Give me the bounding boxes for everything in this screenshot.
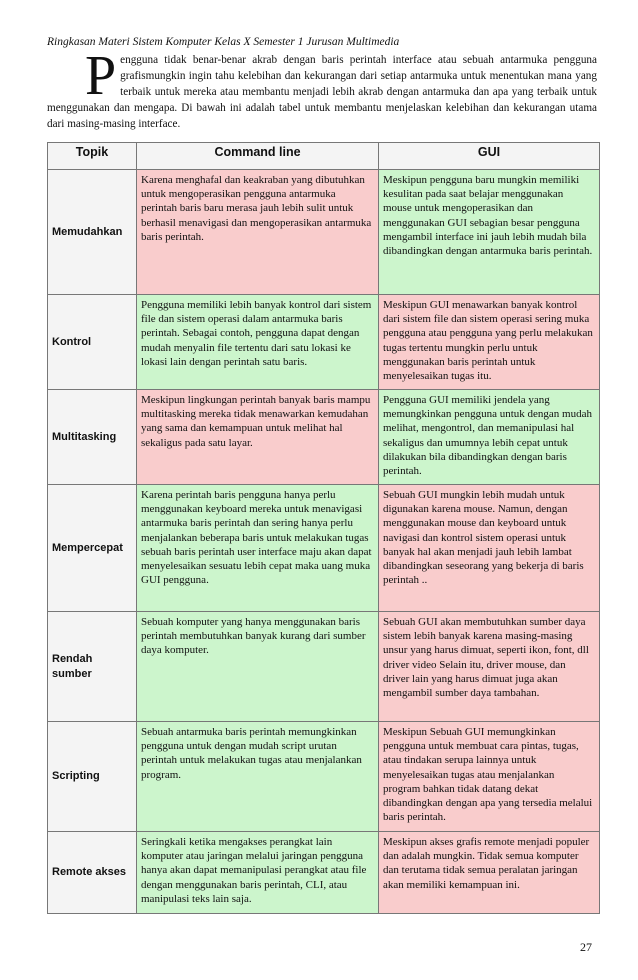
table-row bbox=[48, 722, 600, 832]
table-row bbox=[48, 832, 600, 914]
drop-cap: P bbox=[85, 45, 117, 107]
intro-paragraph bbox=[47, 45, 597, 132]
cli-cell: Meskipun lingkungan perintah banyak baris mampu multitasking mereka tidak menawarkan kemudahan yang sama dan kemampuan untuk melihat hal sekaligus pada satu layar. bbox=[137, 390, 379, 485]
cli-cell: Seringkali ketika mengakses perangkat lain komputer atau jaringan melalui jaringan pengguna hanya akan dapat memanipulasi perangkat atau file dengan menggunakan baris perintah, CLI, atau manipulasi teks lain saja. bbox=[137, 832, 379, 914]
cli-cell: Sebuah komputer yang hanya menggunakan baris perintah membutuhkan banyak kurang dari sumber daya komputer. bbox=[137, 612, 379, 722]
row-topic: Mempercepat bbox=[48, 485, 137, 612]
intro-text: engguna tidak benar-benar akrab dengan baris perintah interface atau sebuah antarmuka pengguna grafismungkin ingin tahu kelebihan dan kekurangan dari setiap antarmuka untuk menentukan mana yang terbaik untuk mereka atau membantu menjadi lebih akrab dengan antarmuka dan apa yang terbaik untuk menggunakan dan mengapa. Di bawah ini adalah tabel untuk membantu menjelaskan kelebihan dan kekurangan utama dari masing-masing interface. bbox=[47, 54, 597, 130]
gui-cell: Meskipun Sebuah GUI memungkinkan pengguna untuk membuat cara pintas, tugas, atau tindakan serupa lainnya untuk menyelesaikan tugas atau menjalankan program bahkan tidak datang dekat dibandingkan dengan apa yang tersedia melalui baris perintah. bbox=[379, 722, 600, 832]
gui-cell: Meskipun GUI menawarkan banyak kontrol dari sistem file dan sistem operasi sering muka pengguna atau pengguna yang perlu melakukan tugas tertentu mungkin perlu untuk menggunakan baris perintah untuk menyelesaikan tugas itu. bbox=[379, 295, 600, 390]
cli-cell: Pengguna memiliki lebih banyak kontrol dari sistem file dan sistem operasi dalam antarmuka baris perintah. Sebagai contoh, pengguna dapat dengan mudah menyalin file tertentu dari satu lokasi ke lokasi lain dengan perintah satu baris. bbox=[137, 295, 379, 390]
row-topic: Kontrol bbox=[48, 295, 137, 390]
table-row bbox=[48, 295, 600, 390]
row-topic: Memudahkan bbox=[48, 170, 137, 295]
cli-cell: Karena menghafal dan keakraban yang dibutuhkan untuk mengoperasikan pengguna antarmuka perintah baris baru merasa jauh lebih sulit untuk berhasil menavigasi dan mengoperasikan antarmuka baris perintah. bbox=[137, 170, 379, 295]
header-topic: Topik bbox=[48, 143, 137, 170]
row-topic: Multitasking bbox=[48, 390, 137, 485]
gui-cell: Meskipun pengguna baru mungkin memiliki kesulitan pada saat belajar menggunakan mouse untuk mengoperasikan dan menggunakan GUI sebagian besar pengguna mengambil interface ini jauh lebih mudah bila dibandingkan dengan antarmuka baris perintah. bbox=[379, 170, 600, 295]
cli-cell: Sebuah antarmuka baris perintah memungkinkan pengguna untuk dengan mudah script urutan perintah untuk melakukan tugas atau menjalankan program. bbox=[137, 722, 379, 832]
page-number: 27 bbox=[580, 940, 592, 954]
table-header-row bbox=[48, 143, 600, 170]
gui-cell: Sebuah GUI mungkin lebih mudah untuk digunakan karena mouse. Namun, dengan menggunakan mouse dan keyboard untuk navigasi dan kontrol sistem operasi untuk banyak hal akan menjadi jauh lebih lambat dibandingkan seseorang yang bekerja di baris perintah .. bbox=[379, 485, 600, 612]
gui-cell: Meskipun akses grafis remote menjadi populer dan adalah mungkin. Tidak semua komputer dan terutama tidak semua peralatan jaringan akan memiliki kemampuan ini. bbox=[379, 832, 600, 914]
gui-cell: Sebuah GUI akan membutuhkan sumber daya sistem lebih banyak karena masing-masing unsur yang harus dimuat, seperti ikon, font, dll driver video Selain itu, driver mouse, dan driver lain yang harus dimuat juga akan mengambil sumber daya tambahan. bbox=[379, 612, 600, 722]
running-header: Ringkasan Materi Sistem Komputer Kelas X Semester 1 Jurusan Multimedia bbox=[47, 36, 400, 48]
header-gui: GUI bbox=[379, 143, 600, 170]
cli-cell: Karena perintah baris pengguna hanya perlu menggunakan keyboard mereka untuk menavigasi antarmuka baris perintah dan sering hanya perlu menjalankan beberapa baris untuk melakukan tugas sebuah baris perintah user interface maju akan dapat menyelesaikan sesuatu lebih cepat maka uang muka GUI pengguna. bbox=[137, 485, 379, 612]
table-row bbox=[48, 485, 600, 612]
row-topic: Rendah sumber bbox=[48, 612, 137, 722]
comparison-table bbox=[47, 142, 600, 914]
table-row bbox=[48, 612, 600, 722]
table-row bbox=[48, 390, 600, 485]
row-topic: Remote akses bbox=[48, 832, 137, 914]
gui-cell: Pengguna GUI memiliki jendela yang memungkinkan pengguna untuk dengan mudah melihat, mengontrol, dan memanipulasi hal sekaligus dan umumnya lebih cepat untuk dilakukan bila dibandingkan dengan baris perintah. bbox=[379, 390, 600, 485]
header-command-line: Command line bbox=[137, 143, 379, 170]
row-topic: Scripting bbox=[48, 722, 137, 832]
table-row bbox=[48, 170, 600, 295]
